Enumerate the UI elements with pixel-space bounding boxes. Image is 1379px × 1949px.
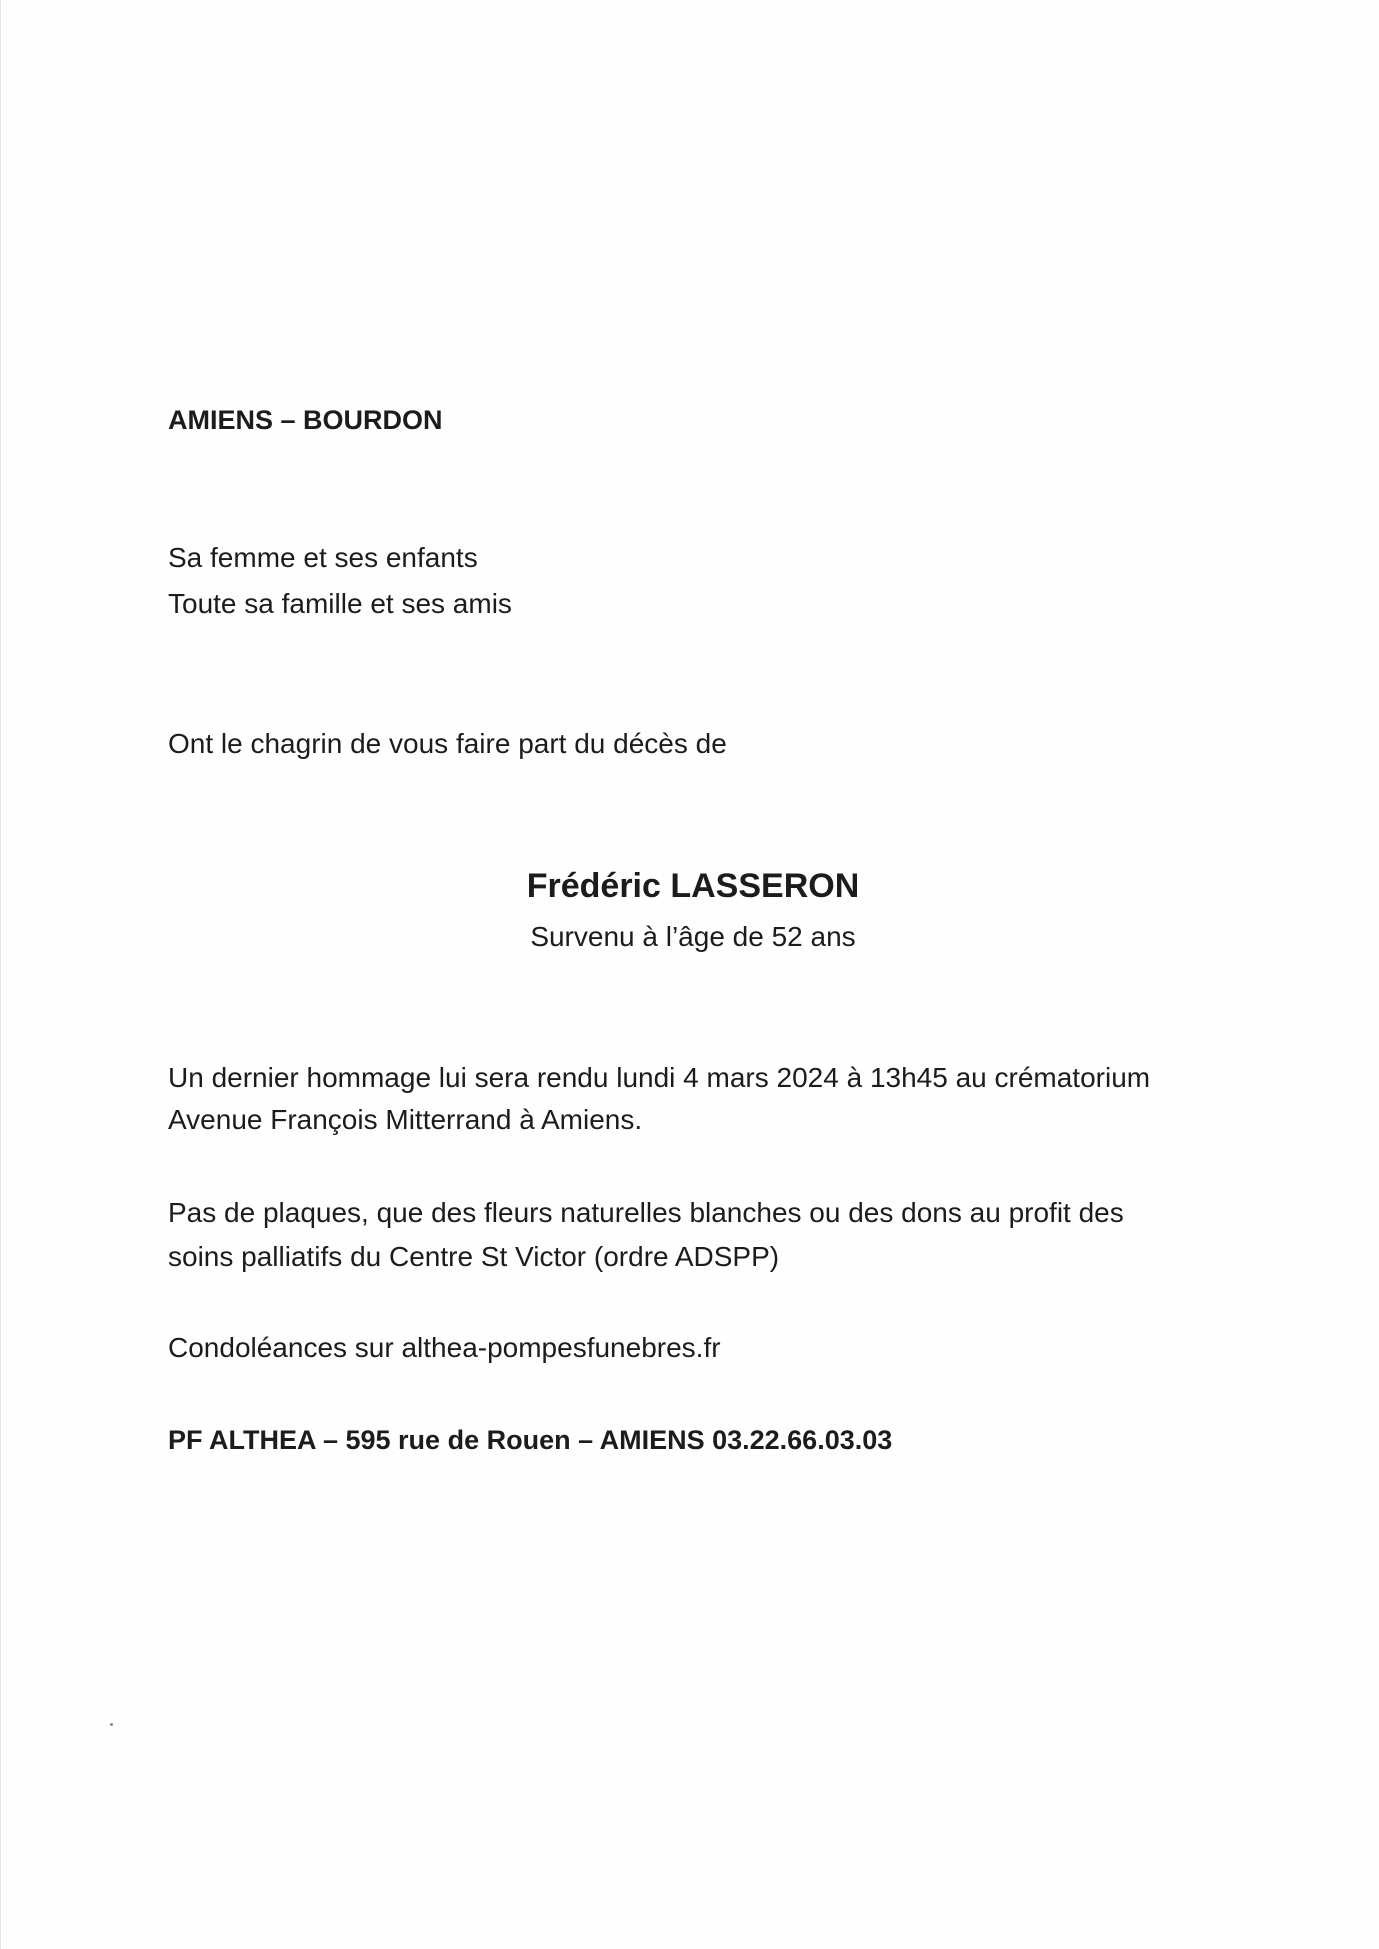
family-line-1: Sa femme et ses enfants xyxy=(168,542,478,573)
location-heading: AMIENS – BOURDON xyxy=(168,405,443,435)
family-line-2: Toute sa famille et ses amis xyxy=(168,588,512,619)
age-line: Survenu à l’âge de 52 ans xyxy=(530,921,856,952)
deceased-name: Frédéric LASSERON xyxy=(526,867,860,905)
scan-speck xyxy=(110,1723,113,1726)
announcement-text: Ont le chagrin de vous faire part du décès de xyxy=(168,728,727,759)
condolences-line: Condoléances sur althea-pompesfunebres.fr xyxy=(168,1332,721,1363)
tribute-line-1: Un dernier hommage lui sera rendu lundi 4 mars 2024 à 13h45 au crématorium xyxy=(168,1062,1151,1093)
flowers-line-2: soins palliatifs du Centre St Victor (ordre ADSPP) xyxy=(168,1241,780,1272)
tribute-line-2: Avenue François Mitterrand à Amiens. xyxy=(168,1104,643,1135)
funeral-home-contact: PF ALTHEA – 595 rue de Rouen – AMIENS 03.22.66.03.03 xyxy=(168,1425,893,1455)
flowers-line-1: Pas de plaques, que des fleurs naturelles blanches ou des dons au profit des xyxy=(168,1197,1124,1228)
